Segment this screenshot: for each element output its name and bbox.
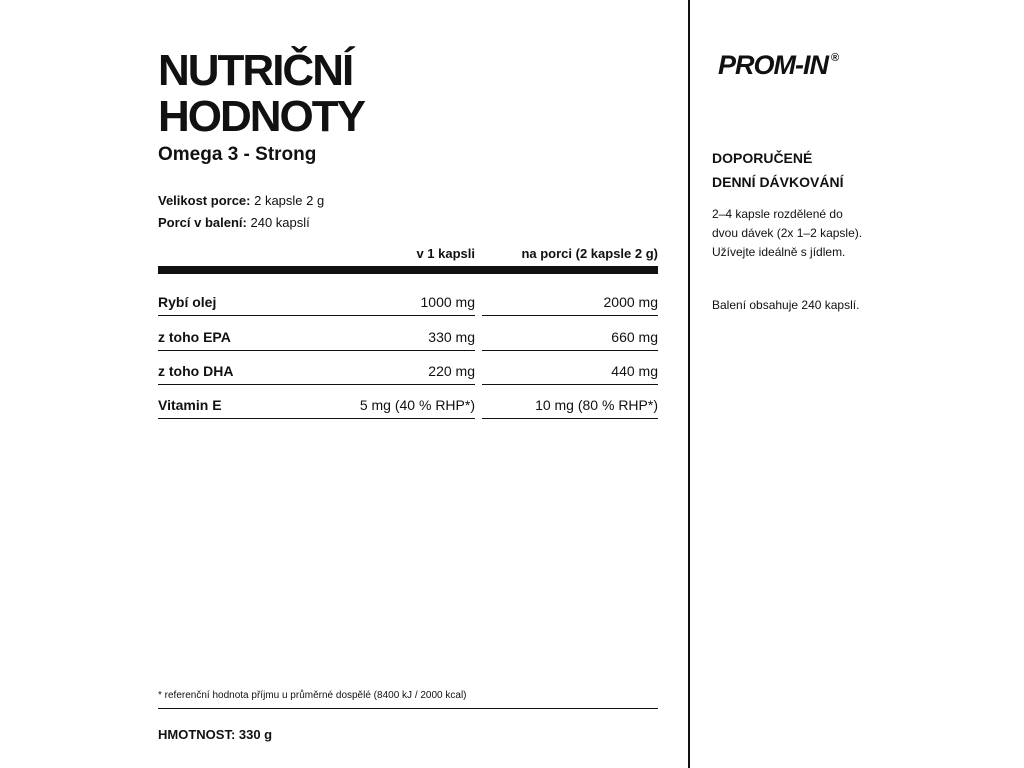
- column-header-per-capsule: v 1 kapsli: [416, 246, 475, 261]
- row-name: Vitamin E: [158, 397, 222, 413]
- servings-per-pack: [158, 212, 658, 234]
- row-name: z toho DHA: [158, 363, 234, 379]
- column-divider: [688, 0, 690, 768]
- brand-name: PROM-IN: [718, 50, 828, 80]
- footnote-rule: [158, 708, 658, 709]
- serving-size-value: 2 kapsle 2 g: [250, 193, 325, 208]
- row-rule: [482, 418, 658, 419]
- row-value-per-capsule: 220 mg: [428, 363, 475, 379]
- footnote: * referenční hodnota příjmu u průměrné dospělé (8400 kJ / 2000 kcal): [158, 690, 467, 701]
- table-row: [158, 363, 658, 385]
- title-block: [158, 48, 658, 234]
- net-weight: HMOTNOST: 330 g: [158, 727, 273, 742]
- row-rule: [158, 384, 475, 385]
- row-rule: [158, 418, 475, 419]
- registered-mark: ®: [831, 52, 839, 64]
- row-rule: [158, 350, 475, 351]
- row-value-per-serving: 10 mg (80 % RHP*): [535, 397, 658, 413]
- row-name: z toho EPA: [158, 329, 231, 345]
- row-name: Rybí olej: [158, 294, 217, 310]
- servings-value: 240 kapslí: [246, 215, 310, 230]
- row-value-per-capsule: 5 mg (40 % RHP*): [359, 397, 475, 413]
- table-row: [158, 294, 658, 316]
- title-line-2: HODNOTY: [158, 92, 364, 141]
- row-rule: [158, 315, 475, 316]
- title-line-1: NUTRIČNÍ: [158, 46, 353, 95]
- dosage-title-line-2: DENNÍ DÁVKOVÁNÍ: [712, 174, 844, 190]
- serving-size-label: Velikost porce:: [158, 193, 251, 208]
- row-value-per-serving: 2000 mg: [603, 294, 658, 310]
- dosage-title-line-1: DOPORUČENÉ: [712, 150, 813, 166]
- page-title: [158, 48, 658, 140]
- row-value-per-serving: 440 mg: [611, 363, 658, 379]
- table-header: [158, 246, 658, 264]
- table-header-rule: [158, 266, 658, 274]
- row-rule: [482, 384, 658, 385]
- row-value-per-capsule: 1000 mg: [420, 294, 475, 310]
- pack-contents-text: Balení obsahuje 240 kapslí.: [712, 298, 860, 312]
- brand-logo: [718, 50, 838, 81]
- row-value-per-serving: 660 mg: [611, 329, 658, 345]
- row-rule: [482, 350, 658, 351]
- column-header-per-serving: na porci (2 kapsle 2 g): [521, 246, 658, 261]
- row-value-per-capsule: 330 mg: [428, 329, 475, 345]
- serving-size: [158, 190, 658, 212]
- servings-label: Porcí v balení:: [158, 215, 247, 230]
- dosage-title: [712, 146, 892, 194]
- serving-info: [158, 190, 658, 234]
- row-rule: [482, 315, 658, 316]
- dosage-text: 2–4 kapsle rozdělené do dvou dávek (2x 1–2 kapsle). Užívejte ideálně s jídlem.: [712, 207, 863, 259]
- table-row: [158, 397, 658, 419]
- table-row: [158, 329, 658, 351]
- product-subtitle: Omega 3 - Strong: [158, 144, 317, 165]
